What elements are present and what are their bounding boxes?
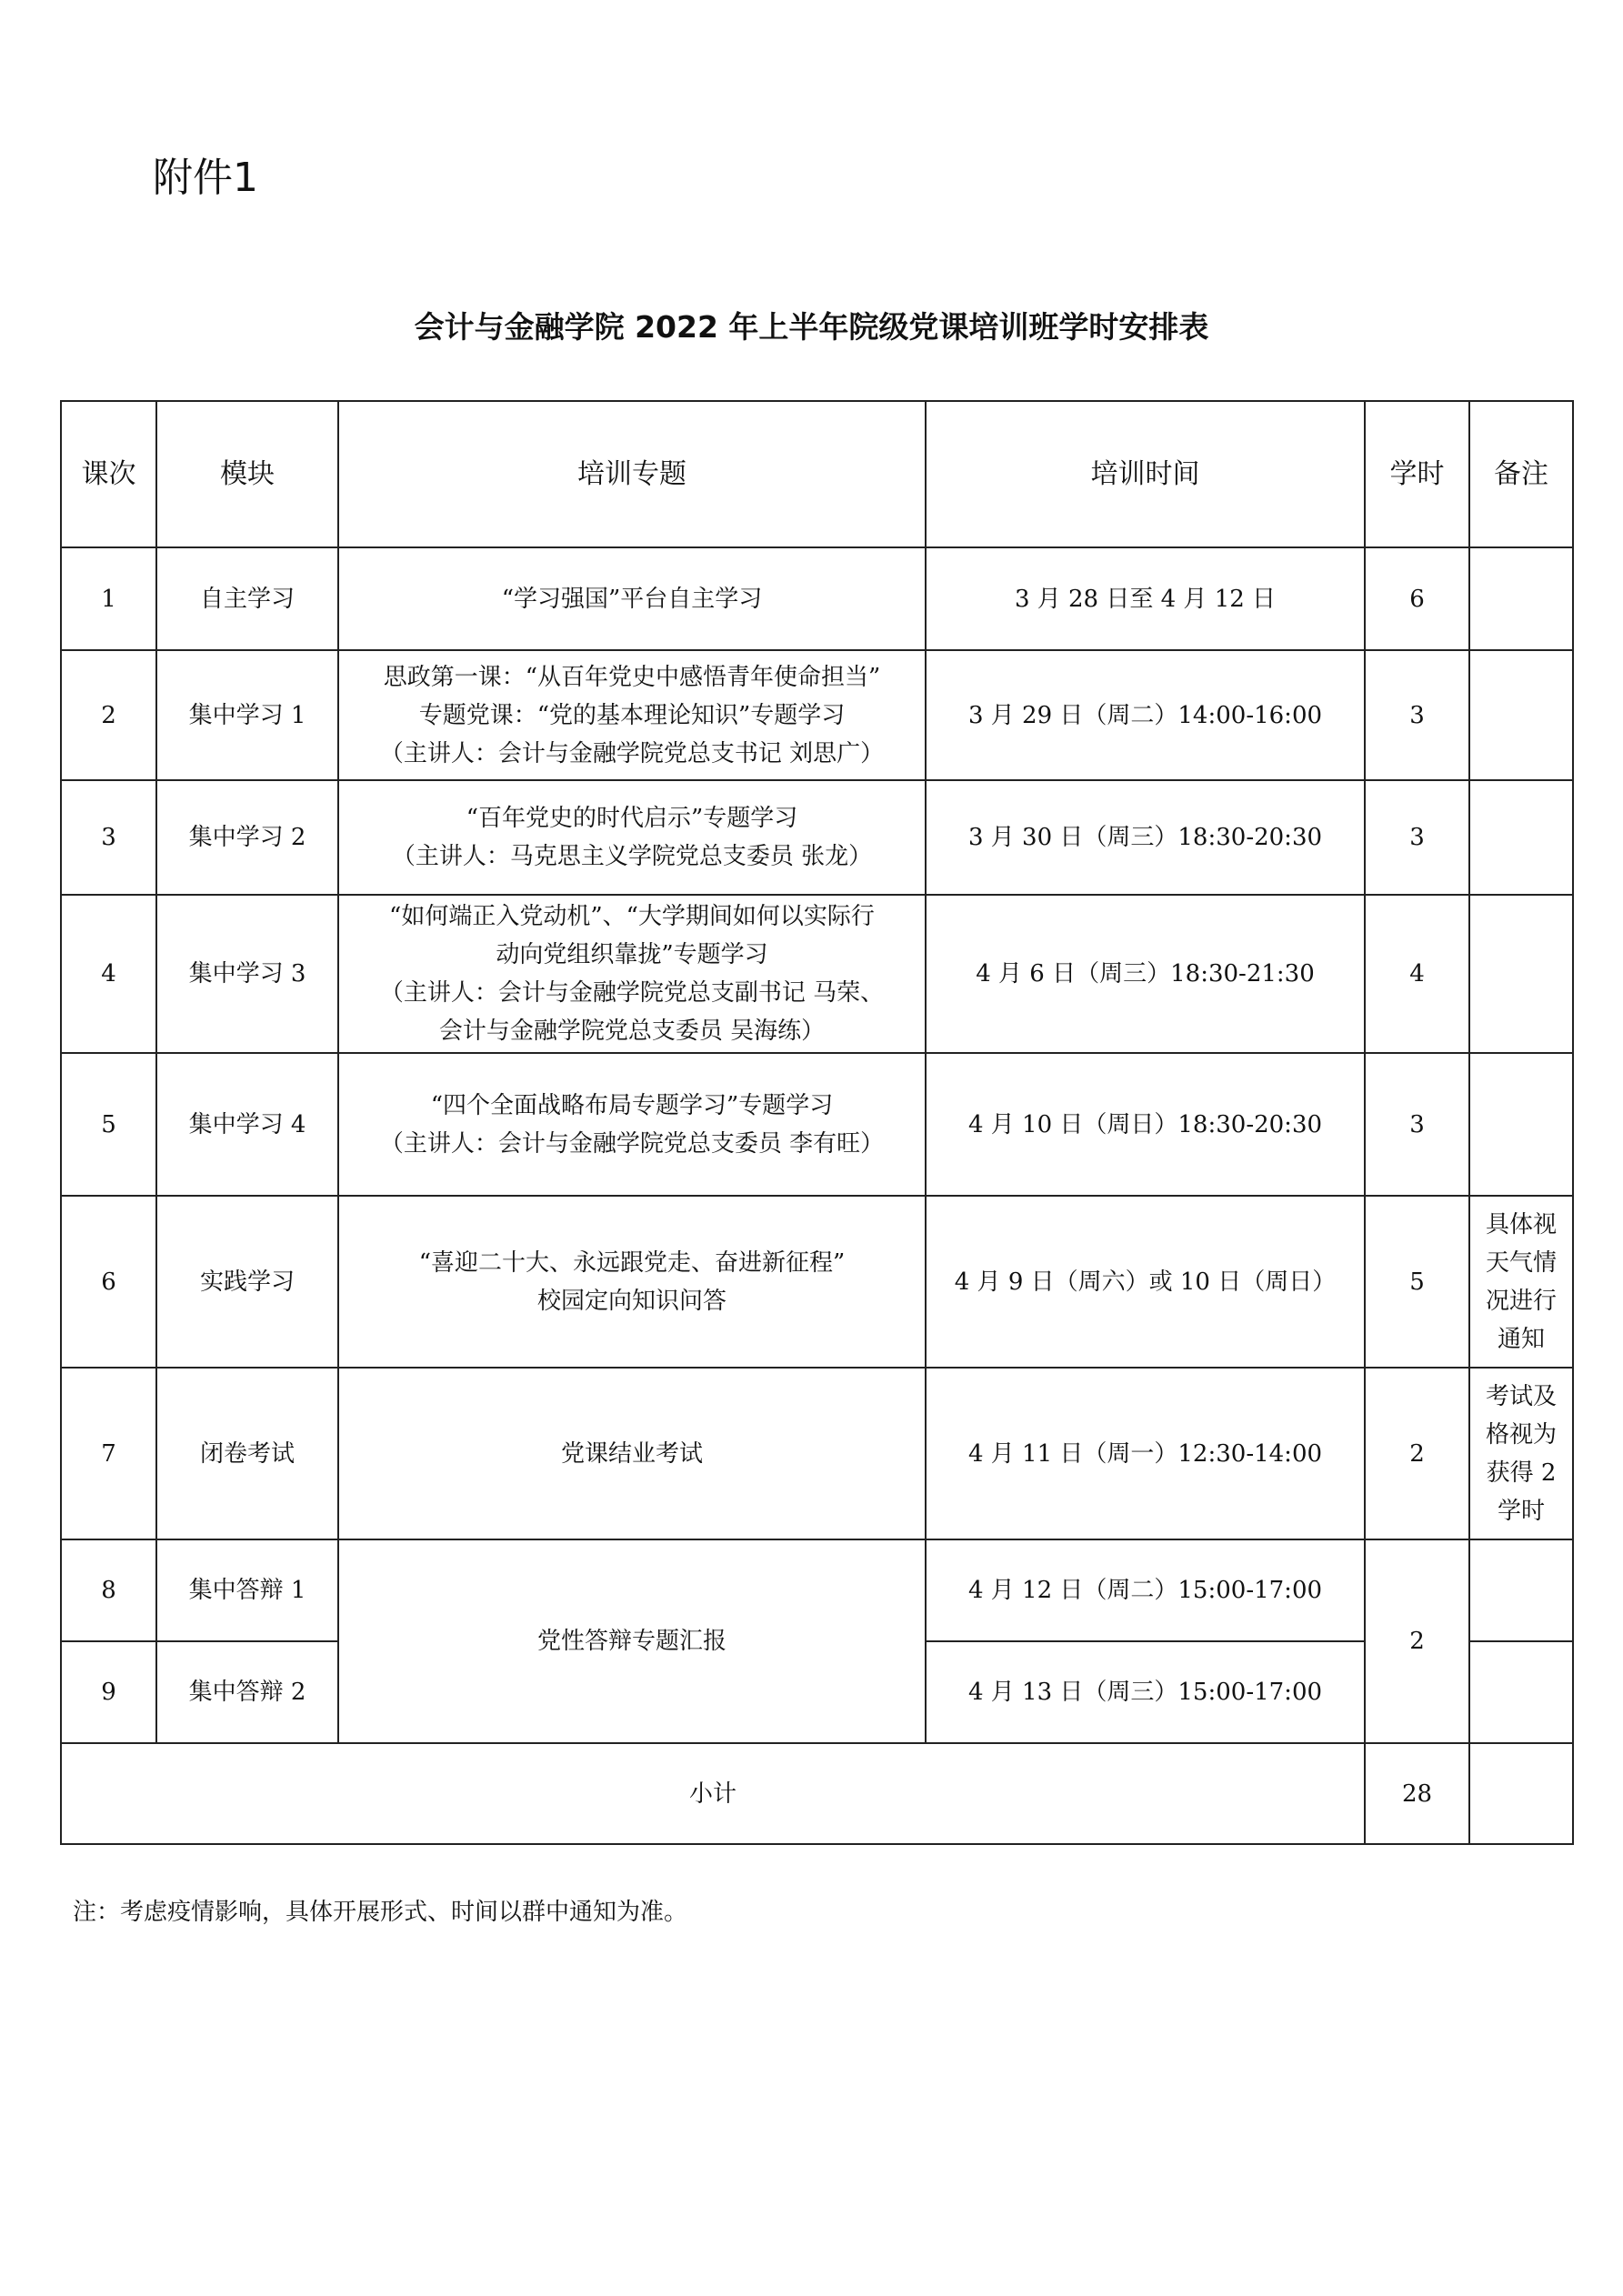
row-module: 自主学习 <box>156 547 338 650</box>
row-hours: 5 <box>1365 1196 1469 1368</box>
row-hours: 3 <box>1365 1053 1469 1196</box>
table-row <box>61 1196 1573 1368</box>
row-module: 实践学习 <box>156 1196 338 1368</box>
header-topic: 培训专题 <box>338 401 926 547</box>
row-topic-line: 会计与金融学院党总支委员 吴海练） <box>438 1018 826 1045</box>
row-topic <box>338 547 926 650</box>
row-remark <box>1469 895 1573 1053</box>
row-module: 集中学习 2 <box>156 780 338 895</box>
row-module: 集中学习 3 <box>156 895 338 1053</box>
row-hours: 2 <box>1365 1539 1469 1743</box>
row-remark <box>1469 1368 1573 1539</box>
subtotal-row <box>61 1743 1573 1844</box>
row-remark <box>1469 547 1573 650</box>
row-topic-line: 思政第一课：“从百年党史中感悟青年使命担当” <box>383 663 881 691</box>
row-hours: 2 <box>1365 1368 1469 1539</box>
row-time: 4 月 6 日（周三）18:30-21:30 <box>926 895 1365 1053</box>
row-num: 5 <box>61 1053 156 1196</box>
subtotal-label: 小计 <box>61 1743 1365 1844</box>
row-topic-line: “百年党史的时代启示”专题学习 <box>466 805 798 832</box>
table-header-row <box>61 401 1573 547</box>
header-time: 培训时间 <box>926 401 1365 547</box>
row-hours: 6 <box>1365 547 1469 650</box>
row-remark-line: 学时 <box>1497 1497 1545 1525</box>
row-topic <box>338 1196 926 1368</box>
row-topic-line: “喜迎二十大、永远跟党走、奋进新征程” <box>418 1248 846 1277</box>
subtotal-remark <box>1469 1743 1573 1844</box>
header-module: 模块 <box>156 401 338 547</box>
row-time: 3 月 28 日至 4 月 12 日 <box>926 547 1365 650</box>
row-topic-line: “如何端正入党动机”、“大学期间如何以实际行 <box>389 903 875 930</box>
attachment-label: 附件1 <box>153 155 258 201</box>
row-remark-line: 天气情 <box>1485 1248 1557 1277</box>
row-num: 8 <box>61 1539 156 1641</box>
row-topic <box>338 1053 926 1196</box>
row-remark-line: 况进行 <box>1485 1287 1557 1315</box>
row-hours: 3 <box>1365 780 1469 895</box>
row-remark <box>1469 780 1573 895</box>
row-time: 3 月 30 日（周三）18:30-20:30 <box>926 780 1365 895</box>
table-row <box>61 650 1573 780</box>
row-num: 7 <box>61 1368 156 1539</box>
row-remark <box>1469 1053 1573 1196</box>
row-topic-line: （主讲人：会计与金融学院党总支书记 刘思广） <box>379 739 885 767</box>
row-num: 2 <box>61 650 156 780</box>
row-num: 9 <box>61 1641 156 1743</box>
row-time: 3 月 29 日（周二）14:00-16:00 <box>926 650 1365 780</box>
row-remark-line: 考试及 <box>1485 1382 1557 1410</box>
table-row <box>61 1368 1573 1539</box>
subtotal-hours: 28 <box>1365 1743 1469 1844</box>
row-topic: 党性答辩专题汇报 <box>338 1539 926 1743</box>
row-topic-line: 专题党课：“党的基本理论知识”专题学习 <box>418 701 846 729</box>
row-time: 4 月 13 日（周三）15:00-17:00 <box>926 1641 1365 1743</box>
row-topic-line: （主讲人：会计与金融学院党总支副书记 马荣、 <box>379 979 885 1007</box>
schedule-table <box>60 400 1574 1845</box>
row-topic-line: “学习强国”平台自主学习 <box>501 585 763 613</box>
row-num: 1 <box>61 547 156 650</box>
row-num: 4 <box>61 895 156 1053</box>
row-module: 集中答辩 2 <box>156 1641 338 1743</box>
row-hours: 4 <box>1365 895 1469 1053</box>
table-row <box>61 895 1573 1053</box>
header-num: 课次 <box>61 401 156 547</box>
row-time: 4 月 9 日（周六）或 10 日（周日） <box>926 1196 1365 1368</box>
header-hours: 学时 <box>1365 401 1469 547</box>
row-topic-line: （主讲人：会计与金融学院党总支委员 李有旺） <box>379 1129 885 1158</box>
footnote: 注：考虑疫情影响，具体开展形式、时间以群中通知为准。 <box>73 1899 688 1926</box>
row-num: 6 <box>61 1196 156 1368</box>
row-remark-line: 通知 <box>1497 1325 1545 1353</box>
row-time: 4 月 12 日（周二）15:00-17:00 <box>926 1539 1365 1641</box>
row-module: 闭卷考试 <box>156 1368 338 1539</box>
header-remark: 备注 <box>1469 401 1573 547</box>
row-hours: 3 <box>1365 650 1469 780</box>
row-topic-line: “四个全面战略布局专题学习”专题学习 <box>430 1091 834 1119</box>
row-topic <box>338 895 926 1053</box>
row-module: 集中学习 1 <box>156 650 338 780</box>
table-row <box>61 547 1573 650</box>
table-row <box>61 1053 1573 1196</box>
row-topic <box>338 650 926 780</box>
row-topic <box>338 1368 926 1539</box>
table-row <box>61 1539 1573 1641</box>
row-time: 4 月 11 日（周一）12:30-14:00 <box>926 1368 1365 1539</box>
row-topic-line: （主讲人：马克思主义学院党总支委员 张龙） <box>391 843 873 870</box>
row-num: 3 <box>61 780 156 895</box>
document-title: 会计与金融学院 2022 年上半年院级党课培训班学时安排表 <box>414 309 1209 345</box>
row-module: 集中学习 4 <box>156 1053 338 1196</box>
row-remark-line: 获得 2 <box>1486 1459 1557 1487</box>
row-topic-line: 动向党组织靠拢”专题学习 <box>496 941 768 968</box>
row-remark-line: 具体视 <box>1485 1210 1557 1238</box>
row-remark <box>1469 1641 1573 1743</box>
row-topic-line: 党课结业考试 <box>560 1439 703 1468</box>
table-row <box>61 780 1573 895</box>
row-module: 集中答辩 1 <box>156 1539 338 1641</box>
row-topic <box>338 780 926 895</box>
row-remark <box>1469 650 1573 780</box>
row-topic-line: 校园定向知识问答 <box>536 1287 726 1315</box>
row-remark-line: 格视为 <box>1485 1420 1557 1449</box>
row-time: 4 月 10 日（周日）18:30-20:30 <box>926 1053 1365 1196</box>
row-remark <box>1469 1539 1573 1641</box>
row-remark <box>1469 1196 1573 1368</box>
